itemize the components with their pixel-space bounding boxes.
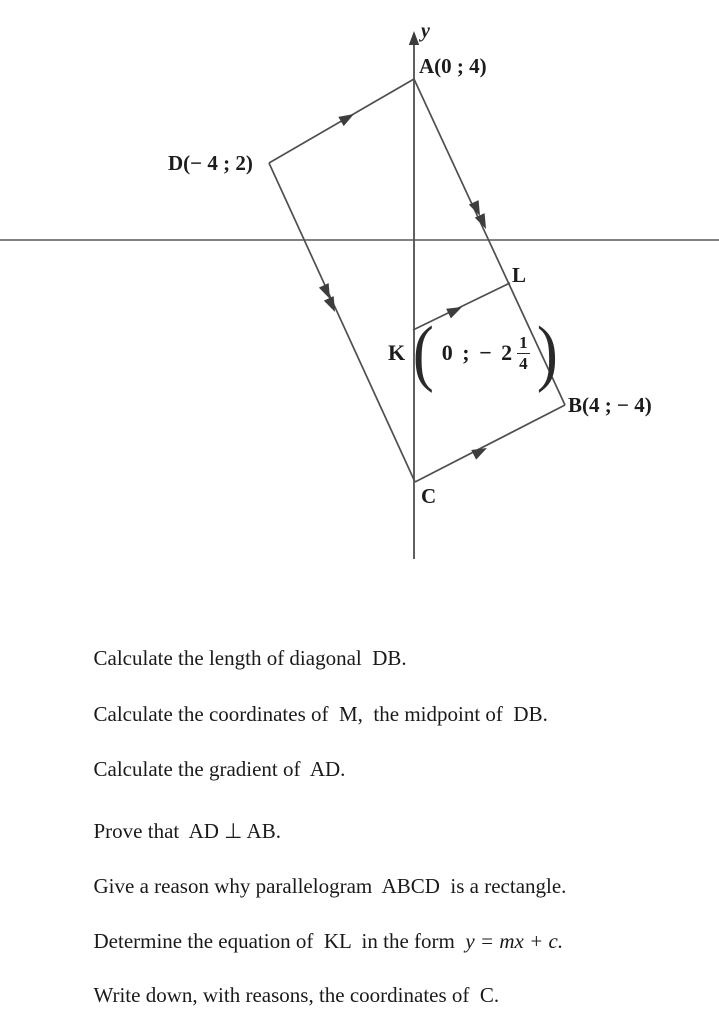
y-axis-arrowhead-icon	[409, 31, 419, 45]
question-text: Calculate the gradient of AD.	[93, 757, 346, 782]
k-paren-close: )	[536, 311, 558, 394]
question-text: Give a reason why parallelogram ABCD is a rectangle.	[93, 874, 567, 899]
question-text: Determine the equation of KL in the form	[93, 929, 466, 954]
point-label-B: B(4 ; − 4)	[568, 393, 652, 417]
k-letter: K	[388, 340, 406, 365]
question-text: Write down, with reasons, the coordinates of C.	[93, 983, 500, 1008]
question-text: Calculate the coordinates of M, the midpoint of DB.	[93, 702, 548, 727]
point-label-A: A(0 ; 4)	[419, 54, 487, 78]
question-formula: y = mx + c.	[465, 929, 564, 954]
point-label-K	[388, 312, 559, 394]
side-CB	[415, 405, 565, 482]
point-label-L: L	[512, 263, 527, 287]
point-label-D: D(− 4 ; 2)	[168, 151, 253, 175]
arrowhead-DA-icon	[338, 109, 356, 126]
question-text: Calculate the length of diagonal DB.	[93, 646, 407, 671]
k-fraction-denominator: 4	[519, 353, 528, 373]
k-coordinate-text: 0 ; − 2	[441, 340, 515, 365]
k-paren-open: (	[412, 311, 434, 394]
k-fraction	[517, 333, 530, 373]
y-axis-label: y	[421, 20, 430, 42]
question-coordinates-C	[62, 959, 499, 1031]
question-text: Prove that AD ⊥ AB.	[93, 819, 281, 844]
k-fraction-numerator: 1	[519, 332, 528, 352]
point-label-C: C	[421, 484, 437, 508]
